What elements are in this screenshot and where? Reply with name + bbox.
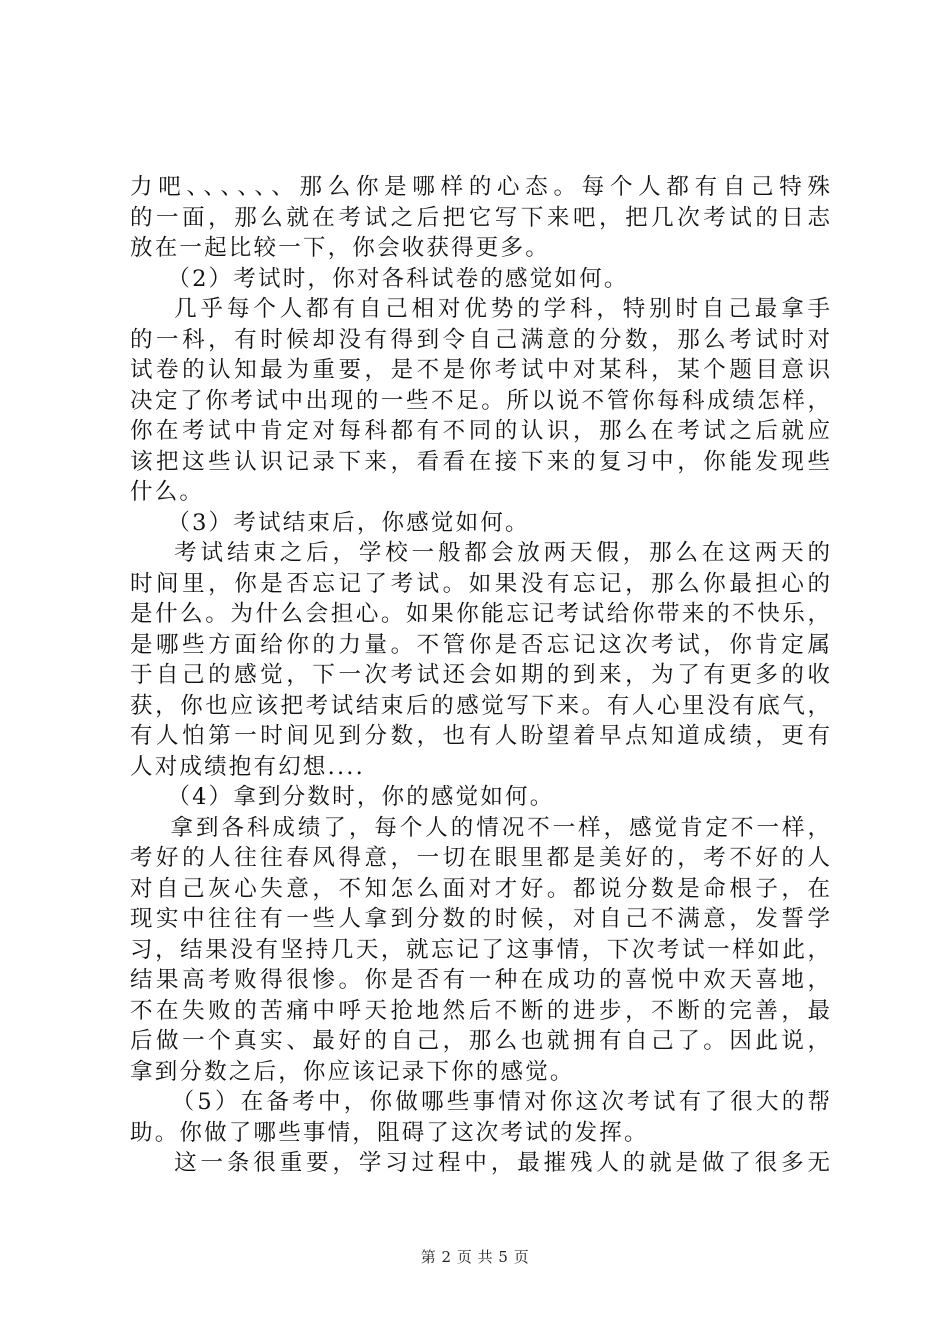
text-line: 有人怕第一时间见到分数，也有人盼望着早点知道成绩，更有 [130, 723, 830, 749]
text-line: 考好的人往往春风得意，一切在眼里都是美好的，考不好的人 [130, 845, 830, 871]
text-line: （2）考试时，你对各科试卷的感觉如何。 [130, 265, 629, 292]
text-line: 不在失败的苦痛中呼天抢地然后不断的进步，不断的完善，最 [130, 997, 830, 1024]
page-footer: 第 2 页 共 5 页 [420, 1248, 530, 1266]
text-line: 几乎每个人都有自己相对优势的学科，特别时自己最拿手 [130, 296, 830, 322]
text-line: 获，你也应该把考试结束后的感觉写下来。有人心里没有底气， [130, 692, 830, 719]
text-line: 该把这些认识记录下来，看看在接下来的复习中，你能发现些 [130, 448, 830, 475]
text-line: 试卷的认知最为重要，是不是你考试中对某科，某个题目意识 [130, 357, 830, 383]
text-line: 是哪些方面给你的力量。不管你是否忘记这次考试，你肯定属 [130, 631, 830, 658]
text-line: 于自己的感觉，下一次考试还会如期的到来，为了有更多的收 [130, 662, 830, 688]
text-line: 决定了你考试中出现的一些不足。所以说不管你每科成绩怎样， [130, 387, 830, 414]
text-line: 的一科，有时候却没有得到令自己满意的分数，那么考试时对 [130, 326, 830, 353]
text-line: 放在一起比较一下，你会收获得更多。 [130, 235, 550, 261]
text-line: 什么。 [130, 479, 205, 505]
text-line: 这一条很重要，学习过程中，最摧残人的就是做了很多无 [130, 1150, 830, 1176]
text-line: 后做一个真实、最好的自己，那么也就拥有自己了。因此说， [130, 1028, 830, 1054]
text-line: （3）考试结束后，你感觉如何。 [130, 509, 530, 536]
text-line: 助。你做了哪些事情，阻碍了这次考试的发挥。 [130, 1119, 649, 1146]
text-line: 的一面，那么就在考试之后把它写下来吧，把几次考试的日志 [130, 204, 830, 231]
text-line: 力吧、、、、、、那么你是哪样的心态。每个人都有自己特殊 [130, 174, 830, 200]
text-line: 你在考试中肯定对每科都有不同的认识，那么在考试之后就应 [130, 418, 830, 444]
document-body [130, 172, 830, 1179]
text-line: （4）拿到分数时，你的感觉如何。 [130, 784, 555, 810]
text-line: 人对成绩抱有幻想.... [130, 753, 366, 780]
text-line: 时间里，你是否忘记了考试。如果没有忘记，那么你最担心的 [130, 570, 830, 597]
text-line: 结果高考败得很惨。你是否有一种在成功的喜悦中欢天喜地， [130, 967, 830, 993]
text-line: 考试结束之后，学校一般都会放两天假，那么在这两天的 [130, 540, 830, 566]
text-line: 习，结果没有坚持几天，就忘记了这事情，下次考试一样如此， [130, 936, 830, 963]
text-line: 拿到各科成绩了，每个人的情况不一样，感觉肯定不一样， [130, 814, 830, 841]
text-line: 拿到分数之后，你应该记录下你的感觉。 [130, 1058, 575, 1085]
text-line: 现实中往往有一些人拿到分数的时候，对自己不满意，发誓学 [130, 906, 830, 932]
text-line: 对自己灰心失意，不知怎么面对才好。都说分数是命根子，在 [130, 875, 830, 902]
text-line: 是什么。为什么会担心。如果你能忘记考试给你带来的不快乐， [130, 601, 830, 627]
text-line: （5）在备考中，你做哪些事情对你这次考试有了很大的帮 [130, 1089, 830, 1115]
